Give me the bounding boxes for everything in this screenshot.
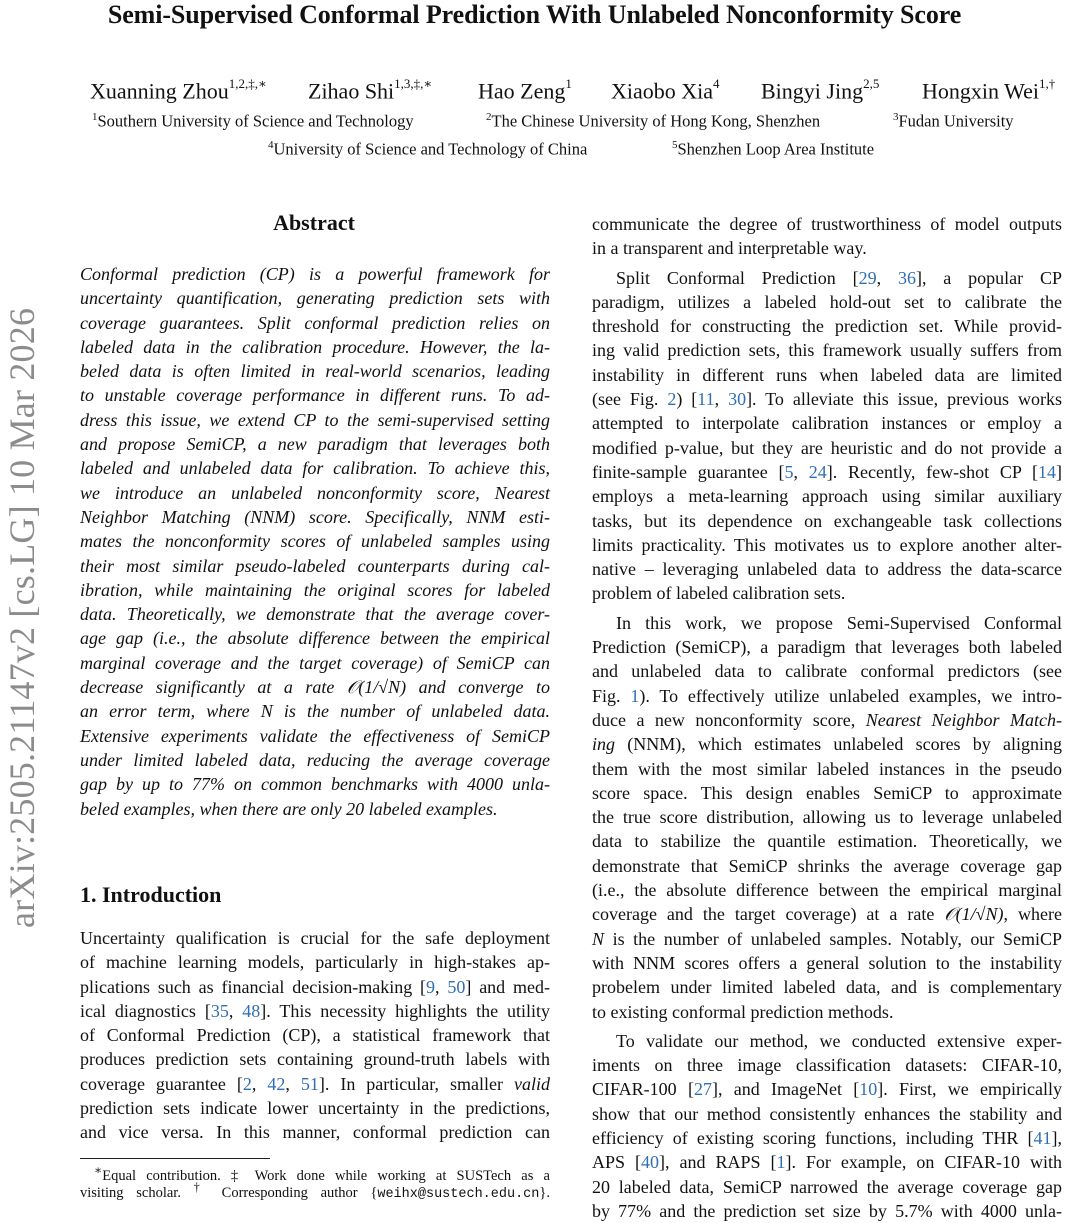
text-line: and unlabeled data to calibrate conformal predictors (see [592,661,1062,682]
affiliation: $^3$Fudan University [893,111,1014,131]
citation-link[interactable]: 14 [1037,461,1056,482]
citation-link[interactable]: 29 [858,267,877,288]
abstract-line: coverage guarantees. Split conformal prediction relies on [80,312,550,333]
text-line: plications such as financial decision-making [9, 50] and med- [80,976,550,997]
citation-link[interactable]: 9 [426,976,436,997]
text-line: CIFAR-100 [27], and ImageNet [10]. First, we empirically [592,1079,1062,1100]
text-line: N is the number of unlabeled samples. Notably, our SemiCP [592,928,1062,949]
text-line: native – leveraging unlabeled data to address the data-scarce [592,559,1062,580]
citation-link[interactable]: 11 [697,389,715,410]
text-line: them with the most similar labeled instances in the pseudo [592,758,1062,779]
abstract-line: and propose SemiCP, a new paradigm that leverages both [80,434,550,455]
text-line: in a transparent and interpretable way. [592,238,867,259]
abstract-line: age gap (i.e., the absolute difference between the empirical [80,628,550,649]
text-line: demonstrate that SemiCP shrinks the average coverage gap [592,855,1062,876]
introduction-body-left [80,926,550,1145]
abstract-line: Extensive experiments validate the effectiveness of SemiCP [80,725,550,746]
abstract-line: decrease significantly at a rate 𝒪(1/√N) and converge to [80,677,550,698]
abstract-line: uncertainty quantification, generating prediction sets with [80,288,550,309]
citation-link[interactable]: 48 [242,1000,261,1021]
citation-link[interactable]: 2 [242,1073,252,1094]
text-line: probelem under limited labeled data, and is complementary [592,977,1062,998]
author: Xiaobo Xia$^4$ [611,76,720,104]
text-line: employs a meta-learning approach using similar auxiliary [592,486,1062,507]
arxiv-identifier-stamp: arXiv:2505.21147v2 [cs.LG] 10 Mar 2026 [2,307,42,928]
text-line: show that our method consistently enhances the stability and [592,1103,1062,1124]
paper-title: Semi-Supervised Conformal Prediction With Unlabeled Nonconformity Score [107,0,962,29]
affiliation: $^5$Shenzhen Loop Area Institute [672,139,875,159]
citation-link[interactable]: 10 [859,1079,878,1100]
abstract-line: under limited labeled data, reducing the average coverage [80,749,550,770]
text-line: of machine learning models, particularly in high-stakes ap- [80,952,550,973]
text-line: finite-sample guarantee [5, 24]. Recently, few-shot CP [14] [592,461,1062,482]
author: Zihao Shi$^{1,3,\ddagger,∗}$ [308,76,433,104]
footnote-divider [80,1158,270,1159]
math-expression: 𝒪(1/√N) [944,904,1004,925]
abstract-line: ibration, while maintaining the original scores for labeled [80,579,550,600]
text-line: Prediction (SemiCP), a paradigm that leverages both labeled [592,637,1062,658]
text-line: ical diagnostics [35, 48]. This necessity highlights the utility [80,1000,550,1021]
abstract-line: mates the nonconformity scores of unlabeled samples using [80,531,550,552]
citation-link[interactable]: 36 [897,267,916,288]
text-line: attempted to interpolate calibration instances or employ a [592,413,1062,434]
citation-link[interactable]: 40 [641,1152,659,1173]
text-line: to existing conformal prediction methods. [592,1001,894,1022]
text-line: ing valid prediction sets, this framework usually suffers from [592,340,1062,361]
text-line: In this work, we propose Semi-Supervised Conformal [616,612,1062,633]
text-line: of Conformal Prediction (CP), a statistical framework that [80,1025,550,1046]
text-line: (see Fig. 2) [11, 30]. To alleviate this issue, previous works [592,389,1062,410]
text-line: Fig. 1). To effectively utilize unlabeled examples, we intro- [592,685,1063,706]
affiliation: $^4$University of Science and Technology of China [268,139,588,159]
text-line: (i.e., the absolute difference between the empirical marginal [592,880,1062,901]
abstract-heading: Abstract [273,210,355,235]
abstract-line: labeled and unlabeled data for calibration. To achieve this, [80,458,550,479]
citation-link[interactable]: 42 [267,1073,286,1094]
text-line: with NNM scores offers a general solution to the instability [592,952,1062,973]
citation-link[interactable]: 1 [776,1152,786,1173]
introduction-body-right [592,212,1062,1223]
text-line: Uncertainty qualification is crucial for the safe deployment [80,928,550,948]
text-line: the true score distribution, allowing us to leverage unlabeled [592,807,1062,828]
abstract-line: marginal coverage and the target coverage) of SemiCP can [80,652,550,673]
text-line: and vice versa. In this manner, conformal prediction can [80,1122,550,1143]
text-line: 20 labeled data, SemiCP narrowed the average coverage gap [592,1176,1062,1197]
citation-link[interactable]: 27 [693,1079,712,1100]
text-line: score space. This design enables SemiCP to approximate [592,782,1062,803]
text-line: Split Conformal Prediction [29, 36], a popular CP [616,267,1063,288]
author-email[interactable]: weihx@sustech.edu.cn [377,1186,540,1202]
citation-link[interactable]: 41 [1033,1127,1052,1148]
text-line: coverage guarantee [2, 42, 51]. In particular, smaller valid [80,1073,550,1094]
abstract-body [80,262,550,821]
abstract-line: beled data is often limited in real-world scenarios, leading [80,361,550,382]
abstract-line: beled examples, when there are only 20 labeled examples. [80,798,498,819]
abstract-line: Conformal prediction (CP) is a powerful framework for [80,264,550,284]
citation-link[interactable]: 51 [300,1073,319,1094]
text-line: modified p-value, but they are heuristic and do not provide a [592,437,1062,458]
footnote: ∗Equal contribution. ‡ Work done while working at SUSTech as a visiting scholar. † Corresponding author {weihx@sustech.edu.cn}. [80,1163,550,1202]
text-line: paradigm, utilizes a labeled hold-out set to calibrate the [592,291,1062,312]
text-line: iments on three image classification datasets: CIFAR-10, [592,1055,1062,1076]
text-line: problem of labeled calibration sets. [592,583,846,604]
citation-link[interactable]: 30 [728,389,747,410]
author: Hao Zeng$^1$ [478,76,572,104]
figure-link[interactable]: 2 [667,389,677,410]
section-heading-introduction: 1. Introduction [80,882,222,907]
abstract-line: an error term, where N is the number of unlabeled data. [80,701,550,722]
abstract-line: labeled data in the calibration procedure. However, the la- [80,336,550,357]
citation-link[interactable]: 24 [808,461,827,482]
author: Bingyi Jing$^{2,5}$ [761,76,880,104]
citation-link[interactable]: 35 [210,1000,229,1021]
abstract-line: Neighbor Matching (NNM) score. Specifically, NNM esti- [80,506,550,527]
text-line: prediction sets indicate lower uncertainty in the predictions, [80,1098,550,1119]
text-line: coverage and the target coverage) at a rate 𝒪(1/√N), where [592,904,1062,925]
abstract-line: their most similar pseudo-labeled counterparts during cal- [80,555,550,576]
text-line: To validate our method, we conducted extensive exper- [616,1030,1062,1051]
affiliation: $^1$Southern University of Science and Technology [92,111,414,131]
abstract-line: gap by up to 77% on common benchmarks with 4000 unla- [80,774,550,795]
affiliation: $^2$The Chinese University of Hong Kong, Shenzhen [486,111,821,131]
text-line: limits practicality. This motivates us to explore another alter- [592,534,1062,555]
text-line: data to stabilize the quantile estimation. Theoretically, we [592,831,1062,852]
figure-link[interactable]: 1 [630,685,640,706]
citation-link[interactable]: 5 [784,461,794,482]
text-line: by 77% and the prediction set size by 5.7% with 4000 unla- [592,1200,1062,1221]
abstract-line: we introduce an unlabeled nonconformity score, Nearest [80,482,550,503]
text-line: APS [40], and RAPS [1]. For example, on CIFAR-10 with [592,1152,1062,1173]
text-line: ing (NNM), which estimates unlabeled scores by aligning [592,734,1062,755]
text-line: tasks, but its dependence on exchangeable task collections [592,510,1062,531]
abstract-line: data. Theoretically, we demonstrate that the average cover- [80,604,550,625]
author: Xuanning Zhou$^{1,2,\ddagger,∗}$ [90,76,267,104]
abstract-line: to unstable coverage performance in different runs. To ad- [80,385,550,406]
text-line: efficiency of existing scoring functions, including THR [41], [592,1127,1062,1148]
text-line: threshold for constructing the prediction set. While provid- [592,316,1062,337]
text-line: duce a new nonconformity score, Nearest Neighbor Match- [592,709,1062,730]
text-line: communicate the degree of trustworthiness of model outputs [592,214,1062,234]
text-line: produces prediction sets containing ground-truth labels with [80,1049,550,1070]
text-line: instability in different runs when labeled data are limited [592,364,1062,385]
abstract-line: dress this issue, we extend CP to the semi-supervised setting [80,409,550,430]
citation-link[interactable]: 50 [447,976,466,997]
author: Hongxin Wei$^{1,\dagger}$ [922,76,1056,104]
